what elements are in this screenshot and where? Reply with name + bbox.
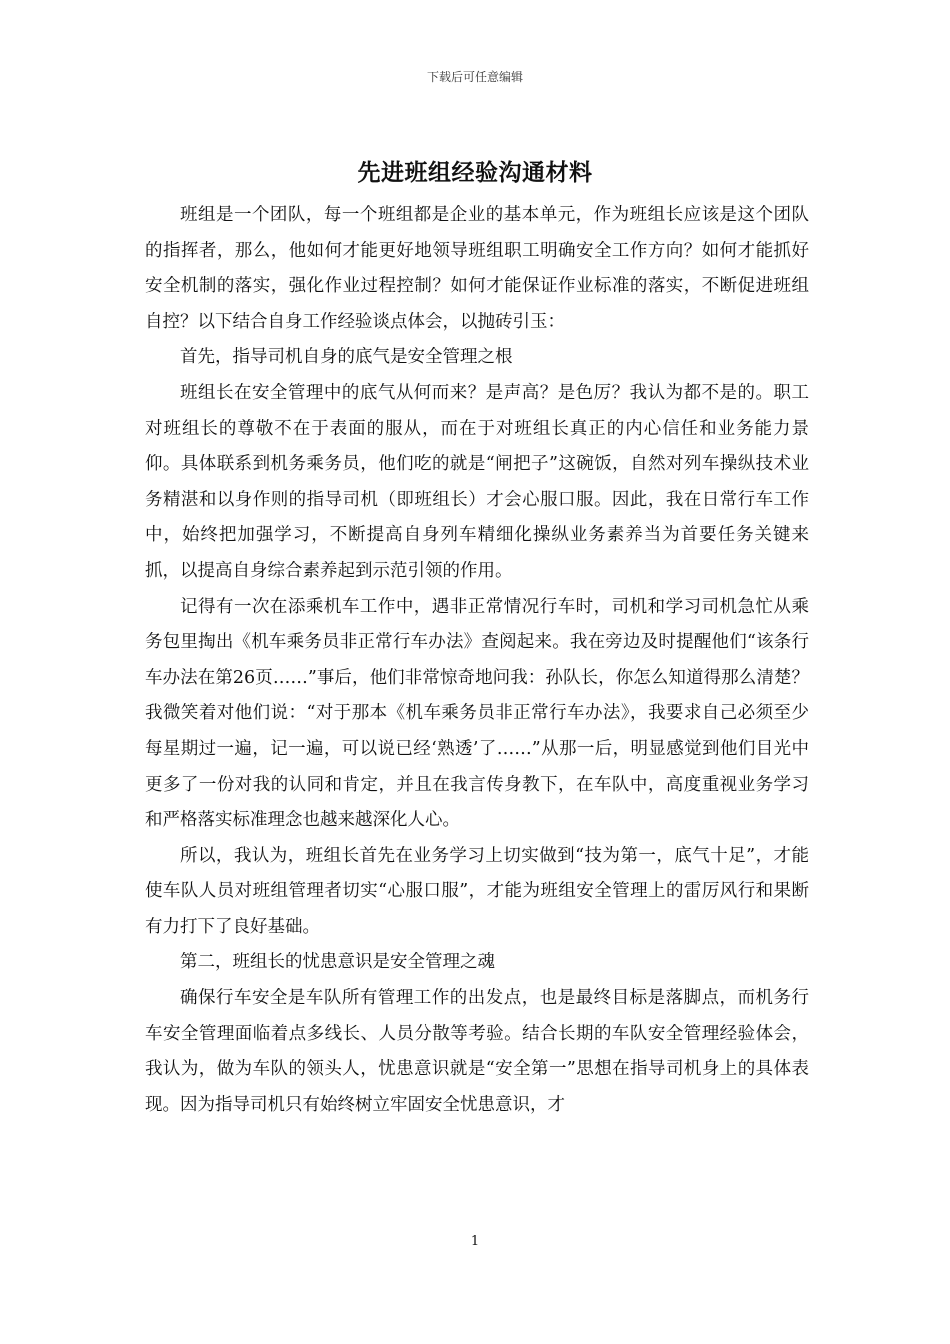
- paragraph-conclusion: 所以，我认为，班组长首先在业务学习上切实做到“技为第一，底气十足”，才能使车队人员对班组管理者切实“心服口服”，才能为班组安全管理上的雷厉风行和果断有力打下了良好基础。: [145, 845, 809, 937]
- header-note: 下载后可任意编辑: [426, 70, 523, 84]
- section-heading-first: 首先，指导司机自身的底气是安全管理之根: [180, 347, 513, 368]
- page-number: 1: [470, 1234, 480, 1249]
- paragraph-confidence: 班组长在安全管理中的底气从何而来？是声高？是色厉？我认为都不是的。职工对班组长的尊敬不在于表面的服从，而在于对班组长真正的内心信任和业务能力景仰。具体联系到机务乘务员，他们吃的就是“闸把子”这碗饭，自然对列车操纵技术业务精湛和以身作则的指导司机（即班组长）才会心服口服。因此，我在日常行车工作中，始终把加强学习，不断提高自身列车精细化操纵业务素养当为首要任务关键来抓，以提高自身综合素养起到示范引领的作用。: [145, 382, 809, 581]
- paragraph-intro: 班组是一个团队，每一个班组都是企业的基本单元，作为班组长应该是这个团队的指挥者，那么，他如何才能更好地领导班组职工明确安全工作方向？如何才能抓好安全机制的落实，强化作业过程控制？如何才能保证作业标准的落实，不断促进班组自控？以下结合自身工作经验谈点体会，以抛砖引玉：: [145, 205, 809, 332]
- document-body: [145, 198, 809, 1123]
- paragraph-anecdote: 记得有一次在添乘机车工作中，遇非正常情况行车时，司机和学习司机急忙从乘务包里掏出《机车乘务员非正常行车办法》查阅起来。我在旁边及时提醒他们“该条行车办法在第26页……”事后，他们非常惊奇地问我：孙队长，你怎么知道得那么清楚？我微笑着对他们说：“对于那本《机车乘务员非正常行车办法》，我要求自己必须至少每星期过一遍，记一遍，可以说已经‘熟透’了……”从那一后，明显感觉到他们目光中更多了一份对我的认同和肯定，并且在我言传身教下，在车队中，高度重视业务学习和严格落实标准理念也越来越深化人心。: [145, 596, 809, 831]
- section-heading-second: 第二，班组长的忧患意识是安全管理之魂: [180, 952, 495, 973]
- document-title: 先进班组经验沟通材料: [357, 159, 593, 186]
- paragraph-awareness: 确保行车安全是车队所有管理工作的出发点，也是最终目标是落脚点，而机务行车安全管理面临着点多线长、人员分散等考验。结合长期的车队安全管理经验体会，我认为，做为车队的领头人，忧患意识就是“安全第一”思想在指导司机身上的具体表现。因为指导司机只有始终树立牢固安全忧患意识，才: [145, 988, 809, 1115]
